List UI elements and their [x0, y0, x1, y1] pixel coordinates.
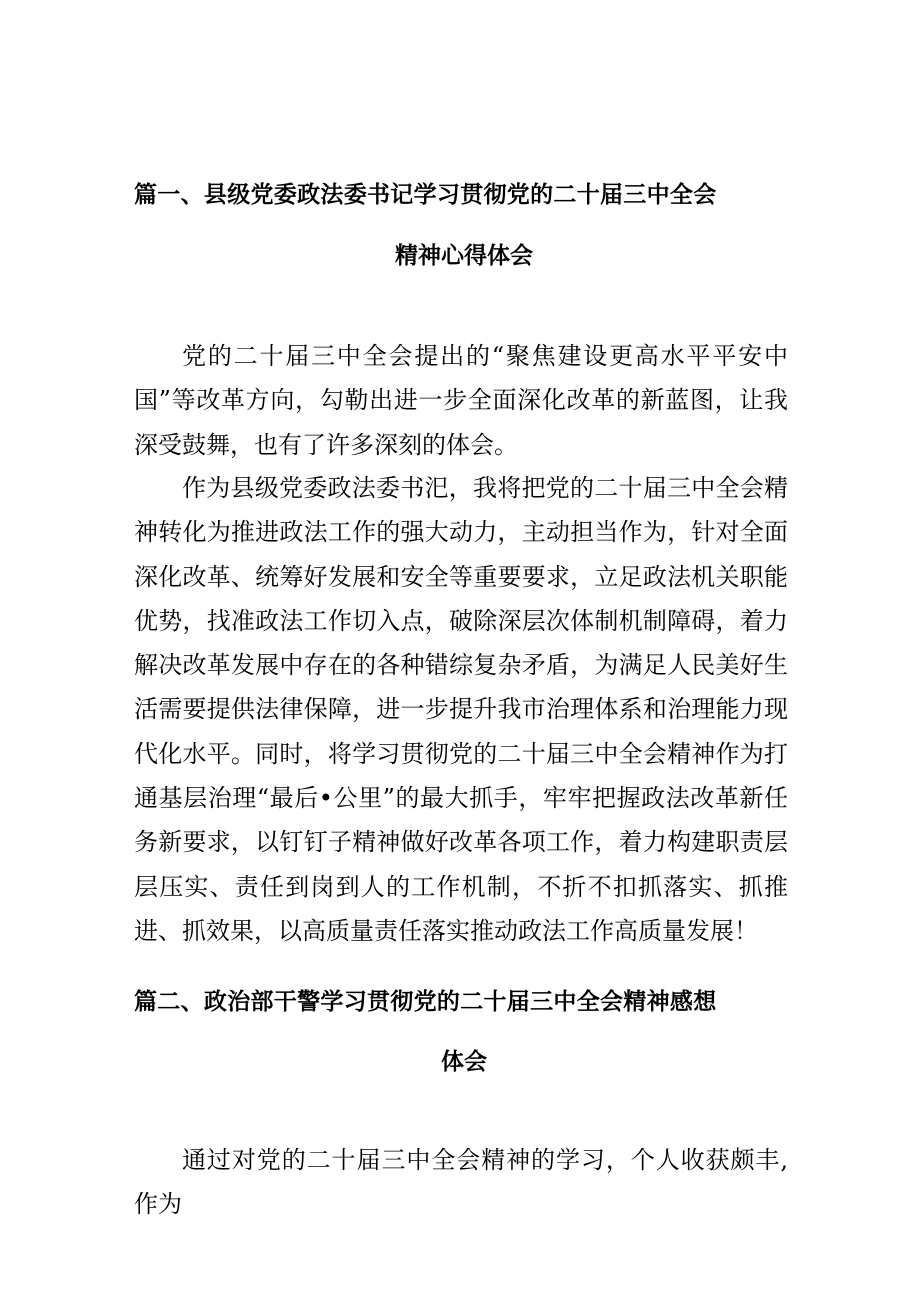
- section-1-paragraph-2: 作为县级党委政法委书汜，我将把党的二十届三中全会精神转化为推进政法工作的强大动力，主动担当作为，针对全面深化改革、统筹好发展和安全等重要要求，立足政法机关职能优势，找准政法工作切入点，破除深层次体制机制障碍，着力解决改革发展中存在的各种错综复杂矛盾，为满足人民美好生活需要提供法律保障，进一步提升我市治理体系和治理能力现代化水平。同时，将学习贯彻党的二十届三中全会精神作为打通基层治理“最后•公里”的最大抓手，牢牢把握政法改革新任务新要求，以钉钉子精神做好改革各项工作，着力构建职责层层压实、责任到岗到人的工作机制，不折不扣抓落实、抓推进、抓效果，以高质量责任落实推动政法工作高质量发展！: [134, 474, 788, 945]
- section-1-title-line-1: 篇一、县级党委政法委书记学习贯彻党的二十届三中全会: [134, 182, 717, 208]
- section-2-paragraph-1: 通过对党的二十届三中全会精神的学习，个人收获颇丰,作为: [134, 1146, 788, 1219]
- section-1-title-line-2: 精神心得体会: [395, 243, 533, 269]
- section-1-paragraph-1: 党的二十届三中全会提出的“聚焦建设更高水平平安中国”等改革方向，勾勒出进一步全面深化改革的新蓝图，让我深受鼓舞，也有了许多深刻的体会。: [134, 342, 788, 459]
- section-2-title-line-2: 体会: [441, 1049, 487, 1075]
- section-2-title-line-1: 篇二、政治部干警学习贯彻党的二十届三中全会精神感想: [134, 989, 717, 1015]
